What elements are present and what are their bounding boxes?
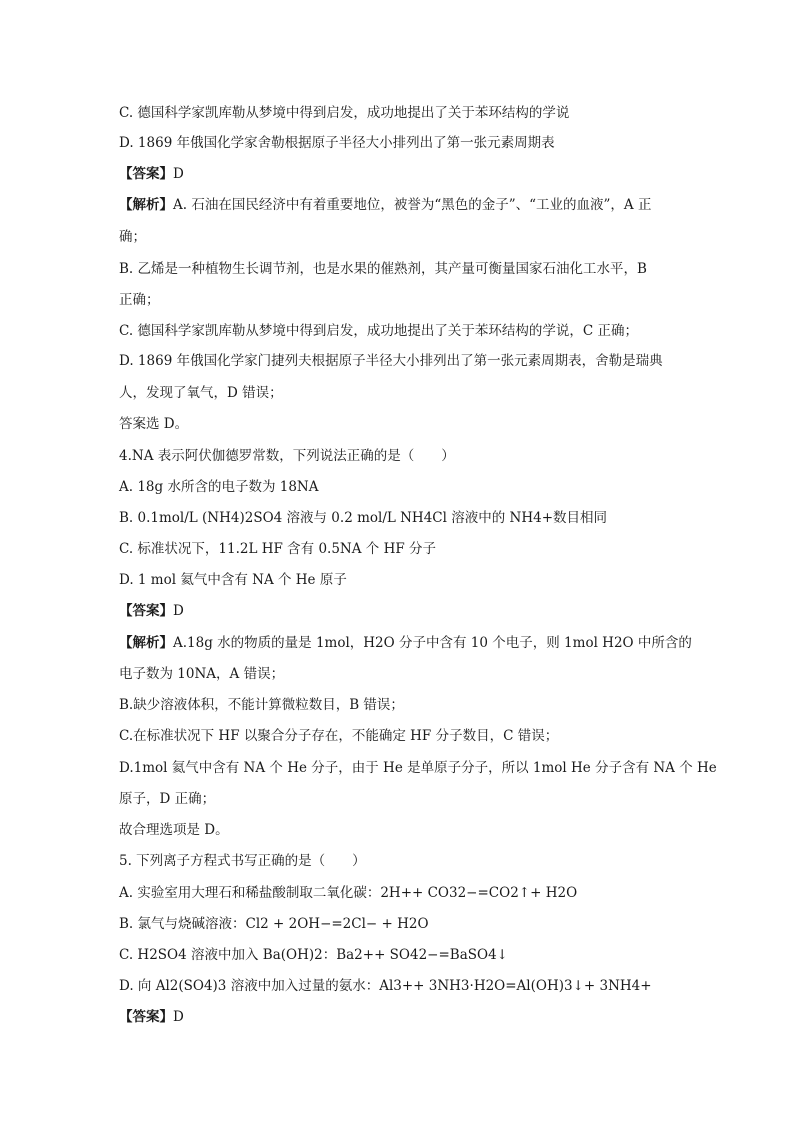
question-line: 4.NA 表示阿伏伽德罗常数，下列说法正确的是（ ） [119, 448, 455, 464]
text-line: 正确； [119, 292, 160, 308]
text-line: D. 1869 年俄国化学家舍勒根据原子半径大小排列出了第一张元素周期表 [119, 135, 555, 151]
analysis-label: 【解析】 [119, 197, 173, 213]
analysis-line [119, 634, 692, 652]
text-line: B.缺少溶液体积，不能计算微粒数目，B 错误； [119, 697, 404, 713]
answer-value: D [173, 603, 184, 619]
answer-line [119, 1008, 184, 1026]
answer-line [119, 165, 184, 183]
text-line: C. 德国科学家凯库勒从梦境中得到启发，成功地提出了关于苯环结构的学说 [119, 105, 570, 121]
text-line: C.在标准状况下 HF 以聚合分子存在，不能确定 HF 分子数目，C 错误； [119, 728, 559, 744]
answer-label: 【答案】 [119, 1009, 173, 1025]
option-line: D. 1 mol 氦气中含有 NA 个 He 原子 [119, 572, 347, 588]
answer-label: 【答案】 [119, 166, 173, 182]
text-line: 原子，D 正确； [119, 791, 216, 807]
text-line: A. 石油在国民经济中有着重要地位，被誉为“黑色的金子”、“工业的血液”，A 正 [173, 197, 652, 213]
text-line: D.1mol 氦气中含有 NA 个 He 分子，由于 He 是单原子分子，所以 1mol He 分子含有 NA 个 He [119, 760, 717, 776]
text-line: 故合理选项是 D。 [119, 822, 229, 838]
option-line: C. H2SO4 溶液中加入 Ba(OH)2：Ba2++ SO42−=BaSO4↓ [119, 947, 508, 963]
analysis-line [119, 196, 651, 214]
text-line: C. 德国科学家凯库勒从梦境中得到启发，成功地提出了关于苯环结构的学说，C 正确； [119, 323, 639, 339]
text-line: 确； [119, 229, 146, 245]
text-line: D. 1869 年俄国化学家门捷列夫根据原子半径大小排列出了第一张元素周期表，舍勒是瑞典 [119, 353, 663, 369]
option-line: D. 向 Al2(SO4)3 溶液中加入过量的氨水：Al3++ 3NH3·H2O=Al(OH)3↓+ 3NH4+ [119, 978, 652, 994]
question-line: 5. 下列离子方程式书写正确的是（ ） [119, 853, 366, 869]
text-line: B. 乙烯是一种植物生长调节剂，也是水果的催熟剂，其产量可衡量国家石油化工水平，B [119, 261, 647, 277]
answer-line [119, 602, 184, 620]
text-line: A.18g 水的物质的量是 1mol，H2O 分子中含有 10 个电子，则 1mol H2O 中所含的 [173, 635, 692, 651]
text-line: 答案选 D。 [119, 416, 189, 432]
option-line: A. 实验室用大理石和稀盐酸制取二氧化碳：2H++ CO32−=CO2↑+ H2O [119, 885, 578, 901]
answer-value: D [173, 1009, 184, 1025]
option-line: A. 18g 水所含的电子数为 18NA [119, 479, 319, 495]
text-line: 人，发现了氧气，D 错误； [119, 385, 283, 401]
answer-value: D [173, 166, 184, 182]
option-line: C. 标准状况下，11.2L HF 含有 0.5NA 个 HF 分子 [119, 541, 437, 557]
option-line: B. 氯气与烧碱溶液：Cl2 + 2OH−=2Cl− + H2O [119, 916, 429, 932]
text-line: 电子数为 10NA，A 错误； [119, 666, 285, 682]
answer-label: 【答案】 [119, 603, 173, 619]
option-line: B. 0.1mol/L (NH4)2SO4 溶液与 0.2 mol/L NH4Cl 溶液中的 NH4+数目相同 [119, 510, 608, 526]
analysis-label: 【解析】 [119, 635, 173, 651]
